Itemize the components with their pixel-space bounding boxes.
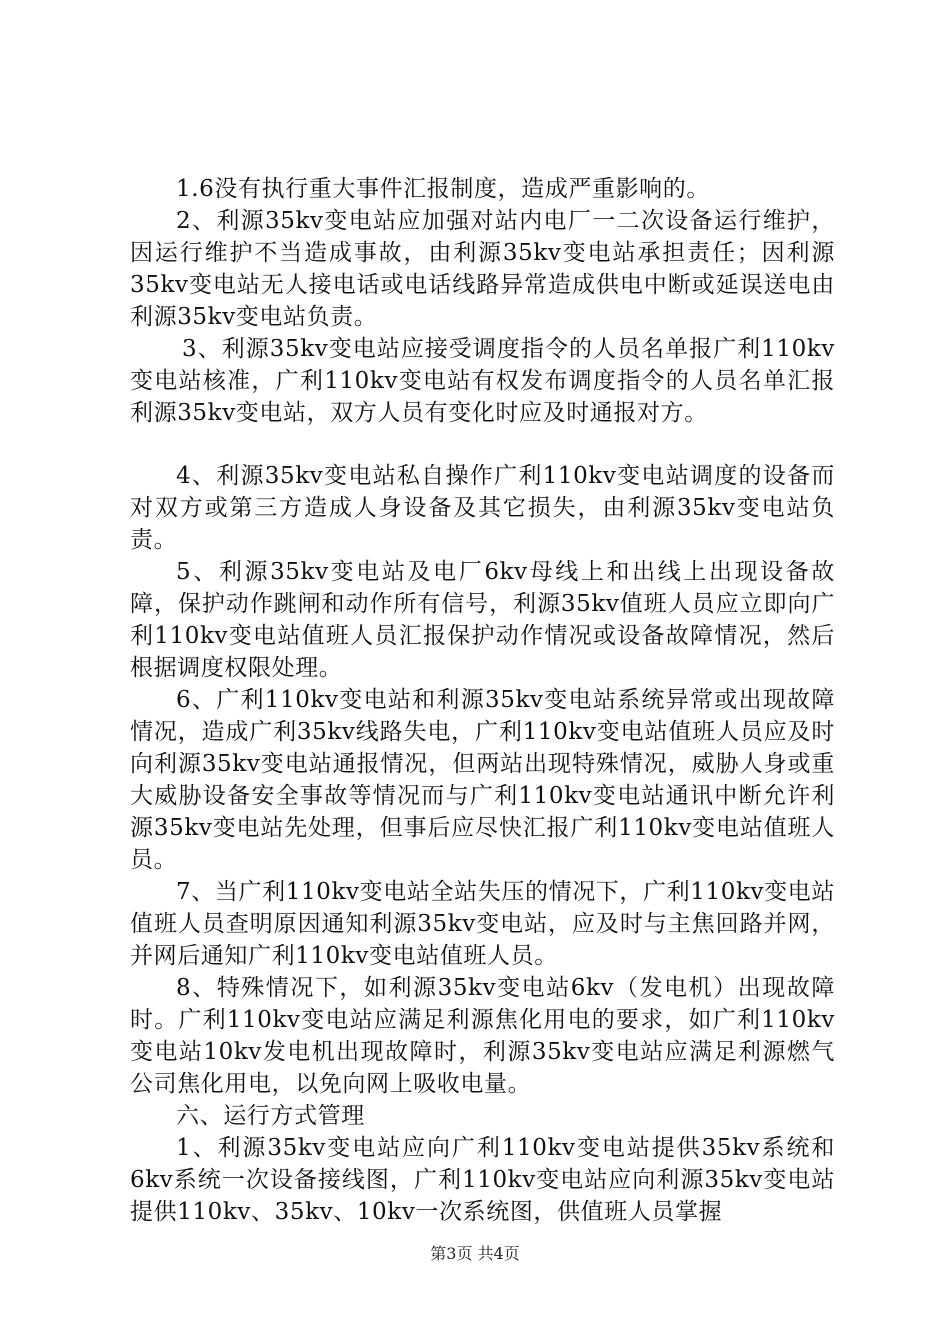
page-footer: 第3页 共4页 [430,1244,520,1263]
paragraph-6: 6、广利110kv变电站和利源35kv变电站系统异常或出现故障情况，造成广利35kv线路失电，广利110kv变电站值班人员应及时向利源35kv变电站通报情况，但两站出现特殊情况，威胁人身或重大威胁设备安全事故等情况而与广利110kv变电站通讯中断允许利源35kv变电站先处理，但事后应尽快汇报广利110kv变电站值班人员。 [130,687,835,873]
paragraph-3: 3、利源35kv变电站应接受调度指令的人员名单报广利110kv变电站核准，广利110kv变电站有权发布调度指令的人员名单汇报利源35kv变电站，双方人员有变化时应及时通报对方。 [130,336,835,426]
document-body [130,173,835,1228]
paragraph-2: 2、利源35kv变电站应加强对站内电厂一二次设备运行维护，因运行维护不当造成事故，由利源35kv变电站承担责任；因利源35kv变电站无人接电话或电话线路异常造成供电中断或延误送电由利源35kv变电站负责。 [130,208,835,330]
paragraph-section6-1: 1、利源35kv变电站应向广利110kv变电站提供35kv系统和6kv系统一次设备接线图，广利110kv变电站应向利源35kv变电站提供110kv、35kv、10kv一次系统图，供值班人员掌握 [130,1135,835,1225]
paragraph-7: 7、当广利110kv变电站全站失压的情况下，广利110kv变电站值班人员查明原因通知利源35kv变电站，应及时与主焦回路并网，并网后通知广利110kv变电站值班人员。 [130,879,835,969]
paragraph-8: 8、特殊情况下，如利源35kv变电站6kv（发电机）出现故障时。广利110kv变电站应满足利源焦化用电的要求，如广利110kv变电站10kv发电机出现故障时，利源35kv变电站应满足利源燃气公司焦化用电，以免向网上吸收电量。 [130,975,835,1097]
paragraph-1-6: 1.6没有执行重大事件汇报制度，造成严重影响的。 [176,176,710,202]
paragraph-4: 4、利源35kv变电站私自操作广利110kv变电站调度的设备而对双方或第三方造成人身设备及其它损失，由利源35kv变电站负责。 [130,463,835,553]
section-heading-operation-mode: 六、运行方式管理 [176,1103,365,1129]
paragraph-5: 5、利源35kv变电站及电厂6kv母线上和出线上出现设备故障，保护动作跳闸和动作所有信号，利源35kv值班人员应立即向广利110kv变电站值班人员汇报保护动作情况或设备故障情况，然后根据调度权限处理。 [130,559,835,681]
